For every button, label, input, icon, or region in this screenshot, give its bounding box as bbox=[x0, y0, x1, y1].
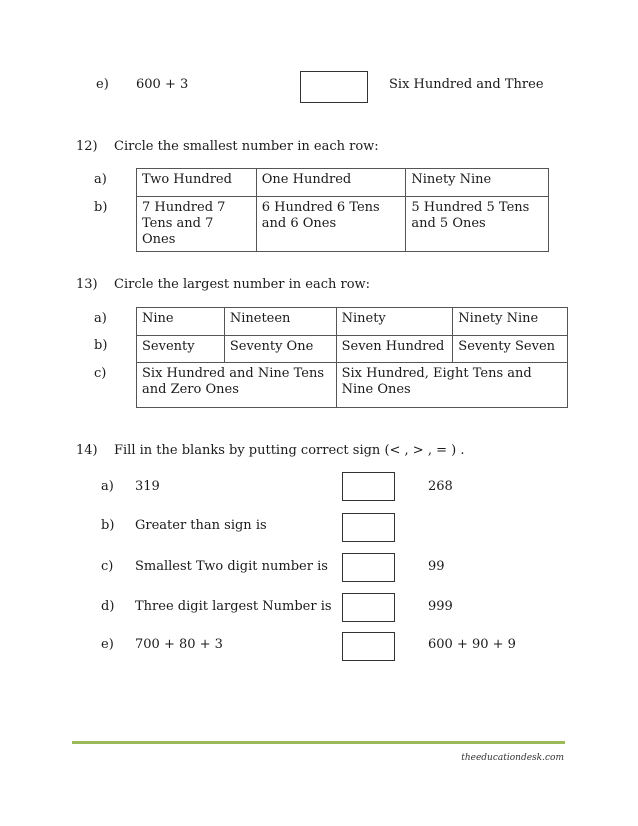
q12-a-cell-2[interactable]: One Hundred bbox=[256, 169, 406, 197]
q12-row-a-label: a) bbox=[94, 172, 107, 187]
q13-a-cell-2[interactable]: Nineteen bbox=[224, 308, 336, 336]
q13-a-cell-3[interactable]: Ninety bbox=[336, 308, 453, 336]
q13-title: Circle the largest number in each row: bbox=[114, 277, 371, 292]
q14-d-right: 999 bbox=[428, 599, 453, 614]
q14-e-right: 600 + 90 + 9 bbox=[428, 637, 516, 652]
q14-b-left: Greater than sign is bbox=[135, 518, 267, 533]
q13-a-cell-4[interactable]: Ninety Nine bbox=[453, 308, 568, 336]
table-row bbox=[137, 336, 568, 363]
q13-a-cell-1[interactable]: Nine bbox=[137, 308, 225, 336]
q13-row-a-label: a) bbox=[94, 311, 107, 326]
q12-b-cell-3[interactable]: 5 Hundred 5 Tens and 5 Ones bbox=[406, 197, 549, 252]
q13-b-cell-2[interactable]: Seventy One bbox=[224, 336, 336, 363]
q14-b-answer-box[interactable] bbox=[342, 513, 395, 542]
q12-number: 12) bbox=[76, 139, 98, 154]
q13-row-b-label: b) bbox=[94, 338, 108, 353]
q12-b-cell-2[interactable]: 6 Hundred 6 Tens and 6 Ones bbox=[256, 197, 406, 252]
q14-number: 14) bbox=[76, 443, 98, 458]
q14-a-answer-box[interactable] bbox=[342, 472, 395, 501]
q13-b-cell-3[interactable]: Seven Hundred bbox=[336, 336, 453, 363]
q12-table bbox=[136, 168, 549, 252]
q14-c-left: Smallest Two digit number is bbox=[135, 559, 328, 574]
table-row bbox=[137, 363, 568, 408]
q14-d-left: Three digit largest Number is bbox=[135, 599, 332, 614]
q11e-answer-box[interactable] bbox=[300, 71, 368, 103]
table-row bbox=[137, 197, 549, 252]
q14-d-label: d) bbox=[101, 599, 115, 614]
q12-a-cell-3[interactable]: Ninety Nine bbox=[406, 169, 549, 197]
q13-c-cell-1[interactable]: Six Hundred and Nine Tens and Zero Ones bbox=[137, 363, 337, 408]
q14-a-right: 268 bbox=[428, 479, 453, 494]
q13-table bbox=[136, 307, 568, 408]
q14-a-label: a) bbox=[101, 479, 114, 494]
q12-row-b-label: b) bbox=[94, 200, 108, 215]
q14-c-answer-box[interactable] bbox=[342, 553, 395, 582]
q11e-expression: 600 + 3 bbox=[136, 77, 189, 92]
q13-b-cell-1[interactable]: Seventy bbox=[137, 336, 225, 363]
footer-site: theeducationdesk.com bbox=[461, 753, 564, 763]
q14-e-left: 700 + 80 + 3 bbox=[135, 637, 223, 652]
q13-number: 13) bbox=[76, 277, 98, 292]
table-row bbox=[137, 169, 549, 197]
q11e-words: Six Hundred and Three bbox=[389, 77, 544, 92]
q14-b-label: b) bbox=[101, 518, 115, 533]
q13-c-cell-2[interactable]: Six Hundred, Eight Tens and Nine Ones bbox=[336, 363, 567, 408]
q14-c-label: c) bbox=[101, 559, 114, 574]
q14-e-label: e) bbox=[101, 637, 114, 652]
q12-a-cell-1[interactable]: Two Hundred bbox=[137, 169, 257, 197]
q14-title: Fill in the blanks by putting correct sign (< , > , = ) . bbox=[114, 443, 465, 458]
q13-row-c-label: c) bbox=[94, 366, 107, 381]
q11e-label: e) bbox=[96, 77, 109, 92]
footer-divider bbox=[72, 741, 565, 744]
q14-a-left: 319 bbox=[135, 479, 160, 494]
q14-e-answer-box[interactable] bbox=[342, 632, 395, 661]
table-row bbox=[137, 308, 568, 336]
q12-b-cell-1[interactable]: 7 Hundred 7 Tens and 7 Ones bbox=[137, 197, 257, 252]
q13-b-cell-4[interactable]: Seventy Seven bbox=[453, 336, 568, 363]
q14-d-answer-box[interactable] bbox=[342, 593, 395, 622]
q14-c-right: 99 bbox=[428, 559, 445, 574]
q12-title: Circle the smallest number in each row: bbox=[114, 139, 379, 154]
